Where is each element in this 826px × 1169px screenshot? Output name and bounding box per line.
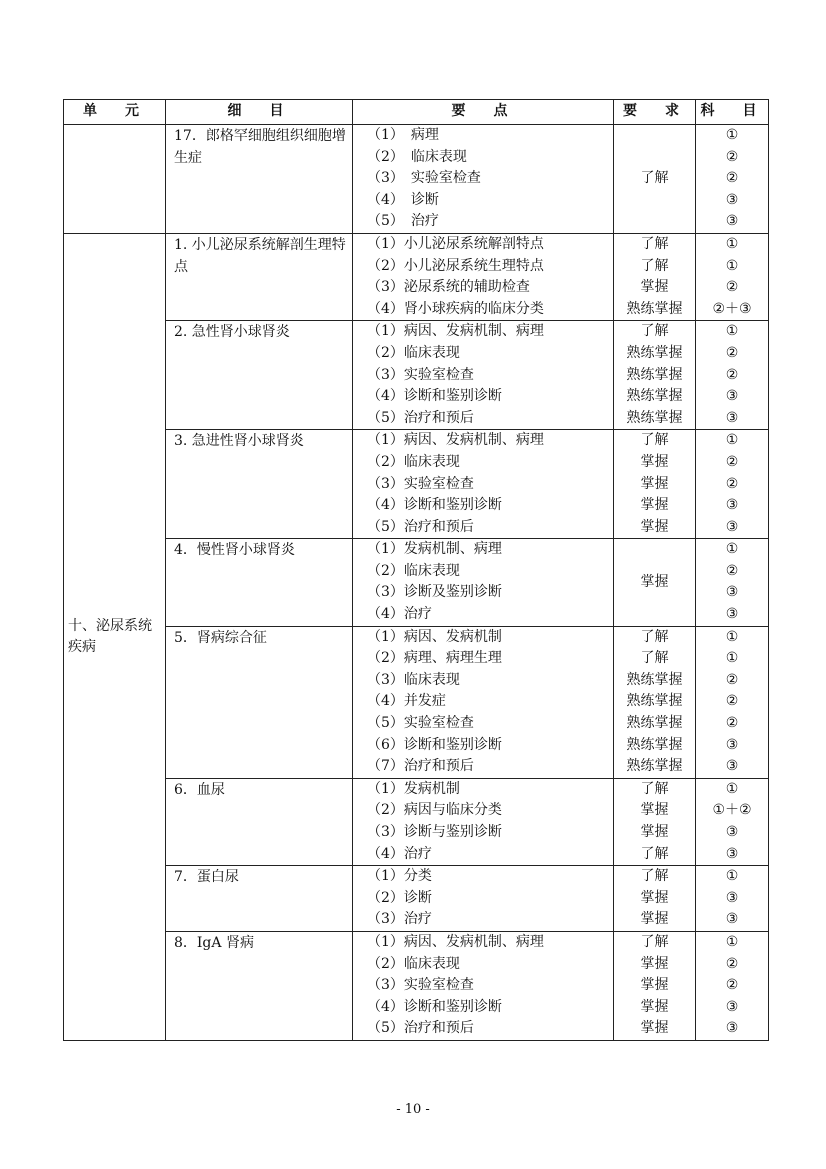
table-row [64,866,769,932]
subject-line: ② [725,977,739,994]
requirement-line: 熟练掌握 [626,693,683,710]
item-name: 6．血尿 [174,781,225,798]
subject-line: ③ [725,911,739,928]
point-line: （3）治疗 [367,911,432,928]
header-subject: 科 目 [696,100,769,125]
point-line: （1）病因、发病机制、病理 [367,432,544,449]
requirement-line: 了解 [640,845,669,862]
point-line: （4）治疗 [367,606,432,623]
point-line: （3） 实验室检查 [367,170,481,187]
item-cell [166,626,353,778]
requirement-line: 熟练掌握 [626,300,683,317]
table-body [64,125,769,1041]
subject-line: ① [725,541,739,558]
point-line: （3）实验室检查 [367,475,474,492]
requirement-line: 掌握 [640,573,669,590]
table-row [64,233,769,320]
point-line: （4）并发症 [367,693,446,710]
subject-line: ③ [725,998,739,1015]
table-row [64,778,769,865]
point-line: （1）发病机制 [367,780,460,797]
item-cell [166,430,353,539]
item-cell [166,233,353,320]
subject-cell [696,233,769,320]
requirement-line: 了解 [640,650,669,667]
points-cell [353,125,614,234]
requirement-line: 掌握 [640,518,669,535]
subject-line: ③ [725,824,739,840]
item-name: 17．郎格罕细胞组织细胞增生症 [174,128,346,166]
table-header [64,100,769,125]
subject-line: ① [725,628,739,645]
requirement-line: 熟练掌握 [626,344,683,361]
points-cell [353,931,614,1040]
point-line: （4）诊断和鉴别诊断 [367,497,502,514]
requirement-line: 掌握 [640,824,669,840]
point-line: （1）病因、发病机制、病理 [367,933,544,950]
requirement-cell [614,778,696,865]
point-line: （2）临床表现 [367,562,460,579]
item-name: 4．慢性肾小球肾炎 [174,542,295,559]
point-line: （3）实验室检查 [367,366,474,383]
requirement-line: 了解 [640,432,669,449]
point-line: （2）病因与临床分类 [367,802,502,819]
item-name: 2. 急性肾小球肾炎 [174,324,290,341]
point-line: （4）诊断和鉴别诊断 [367,998,502,1015]
item-cell [166,866,353,932]
subject-line: ① [725,235,739,252]
requirement-cell [614,866,696,932]
item-name: 8．IgA 肾病 [174,934,254,951]
requirement-line: 熟练掌握 [626,409,683,426]
requirement-line: 掌握 [640,453,669,470]
point-line: （2）诊断 [367,889,432,906]
subject-line: ③ [725,497,739,514]
subject-line: ② [725,562,739,579]
point-line: （5）实验室检查 [367,715,474,732]
item-cell [166,931,353,1040]
requirement-cell [614,125,696,234]
subject-line: ③ [725,889,739,906]
requirement-line: 了解 [640,323,669,340]
header-row [64,100,769,125]
point-line: （7）治疗和预后 [367,758,474,775]
points-cell [353,866,614,932]
subject-cell [696,778,769,865]
points-cell [353,430,614,539]
subject-line: ①＋② [712,802,752,819]
point-line: （5） 治疗 [367,213,439,230]
table-row [64,125,769,234]
page-number: - 10 - [396,1102,430,1117]
requirement-line: 熟练掌握 [626,715,683,732]
unit-cell [64,125,166,234]
subject-cell [696,430,769,539]
requirement-cell [614,539,696,626]
point-line: （4）治疗 [367,845,432,862]
requirement-line: 熟练掌握 [626,736,683,753]
requirement-line: 掌握 [640,977,669,994]
subject-line: ② [725,693,739,710]
requirement-line: 掌握 [640,911,669,928]
unit-name: 十、泌尿系统疾病 [68,617,152,655]
subject-line: ② [725,955,739,972]
subject-cell [696,321,769,430]
subject-cell [696,931,769,1040]
item-cell [166,321,353,430]
point-line: （4）肾小球疾病的临床分类 [367,300,544,317]
point-line: （5）治疗和预后 [367,518,474,535]
subject-line: ② [725,279,739,296]
subject-line: ③ [725,736,739,753]
requirement-line: 了解 [640,235,669,252]
requirement-line: 掌握 [640,475,669,492]
requirement-line: 掌握 [640,497,669,514]
point-line: （1） 病理 [367,127,439,143]
point-line: （5）治疗和预后 [367,409,474,426]
point-line: （1）发病机制、病理 [367,541,502,558]
requirement-line: 了解 [640,868,669,885]
requirement-line: 了解 [640,628,669,645]
syllabus-table [63,99,769,1041]
point-line: （4） 诊断 [367,191,439,208]
point-line: （3）实验室检查 [367,977,474,994]
table-row [64,931,769,1040]
requirement-line: 掌握 [640,998,669,1015]
item-cell [166,125,353,234]
subject-line: ③ [725,388,739,405]
point-line: （2）临床表现 [367,453,460,470]
subject-line: ② [725,148,739,165]
table-row [64,321,769,430]
subject-line: ① [725,933,739,950]
item-name: 7．蛋白尿 [174,869,239,886]
requirement-cell [614,626,696,778]
subject-line: ① [725,780,739,797]
subject-line: ③ [725,606,739,623]
points-cell [353,778,614,865]
subject-line: ① [725,323,739,340]
point-line: （2）临床表现 [367,344,460,361]
subject-line: ③ [725,1020,739,1037]
point-line: （3）泌尿系统的辅助检查 [367,279,530,296]
point-line: （4）诊断和鉴别诊断 [367,388,502,405]
requirement-line: 掌握 [640,279,669,296]
point-line: （3）临床表现 [367,671,460,688]
subject-line: ③ [725,191,739,208]
unit-cell [64,233,166,1040]
points-cell [353,539,614,626]
subject-cell [696,626,769,778]
item-name: 3. 急进性肾小球肾炎 [174,433,304,450]
point-line: （2）病理、病理生理 [367,650,502,667]
subject-line: ② [725,453,739,470]
header-unit: 单 元 [64,100,166,125]
table-row [64,539,769,626]
subject-line: ① [725,868,739,885]
header-requirement: 要 求 [614,100,696,125]
requirement-line: 掌握 [640,889,669,906]
point-line: （2）小儿泌尿系统生理特点 [367,257,544,274]
point-line: （6）诊断和鉴别诊断 [367,736,502,753]
point-line: （1）小儿泌尿系统解剖特点 [367,235,544,252]
subject-cell [696,539,769,626]
point-line: （1）病因、发病机制、病理 [367,323,544,340]
subject-line: ③ [725,213,739,230]
subject-line: ① [725,650,739,667]
subject-line: ③ [725,845,739,862]
requirement-line: 熟练掌握 [626,388,683,405]
requirement-line: 熟练掌握 [626,758,683,775]
header-item: 细 目 [166,100,353,125]
subject-line: ② [725,344,739,361]
subject-line: ② [725,475,739,492]
subject-cell [696,866,769,932]
subject-line: ② [725,366,739,383]
item-cell [166,539,353,626]
point-line: （3）诊断与鉴别诊断 [367,824,502,840]
point-line: （3）诊断及鉴别诊断 [367,584,502,601]
header-point: 要 点 [353,100,614,125]
subject-line: ① [725,432,739,449]
requirement-line: 了解 [640,257,669,274]
item-cell [166,778,353,865]
subject-cell [696,125,769,234]
requirement-line: 熟练掌握 [626,671,683,688]
subject-line: ② [725,715,739,732]
subject-line: ③ [725,758,739,775]
requirement-line: 熟练掌握 [626,366,683,383]
subject-line: ③ [725,584,739,601]
point-line: （5）治疗和预后 [367,1020,474,1037]
subject-line: ②＋③ [712,300,752,317]
point-line: （1）病因、发病机制 [367,628,502,645]
point-line: （2）临床表现 [367,955,460,972]
subject-line: ② [725,170,739,187]
subject-line: ② [725,671,739,688]
subject-line: ① [725,257,739,274]
requirement-line: 了解 [640,933,669,950]
points-cell [353,321,614,430]
requirement-cell [614,233,696,320]
requirement-cell [614,321,696,430]
subject-line: ③ [725,409,739,426]
point-line: （1）分类 [367,868,432,885]
subject-line: ① [725,127,739,143]
item-name: 1. 小儿泌尿系统解剖生理特点 [174,236,346,275]
point-line: （2） 临床表现 [367,148,467,165]
requirement-line: 掌握 [640,1020,669,1037]
requirement-line: 了解 [640,170,669,187]
table-row [64,430,769,539]
requirement-line: 掌握 [640,955,669,972]
subject-line: ③ [725,518,739,535]
requirement-cell [614,931,696,1040]
requirement-line: 了解 [640,780,669,797]
requirement-cell [614,430,696,539]
points-cell [353,626,614,778]
points-cell [353,233,614,320]
table-row [64,626,769,778]
requirement-line: 掌握 [640,802,669,819]
item-name: 5．肾病综合征 [174,629,267,646]
